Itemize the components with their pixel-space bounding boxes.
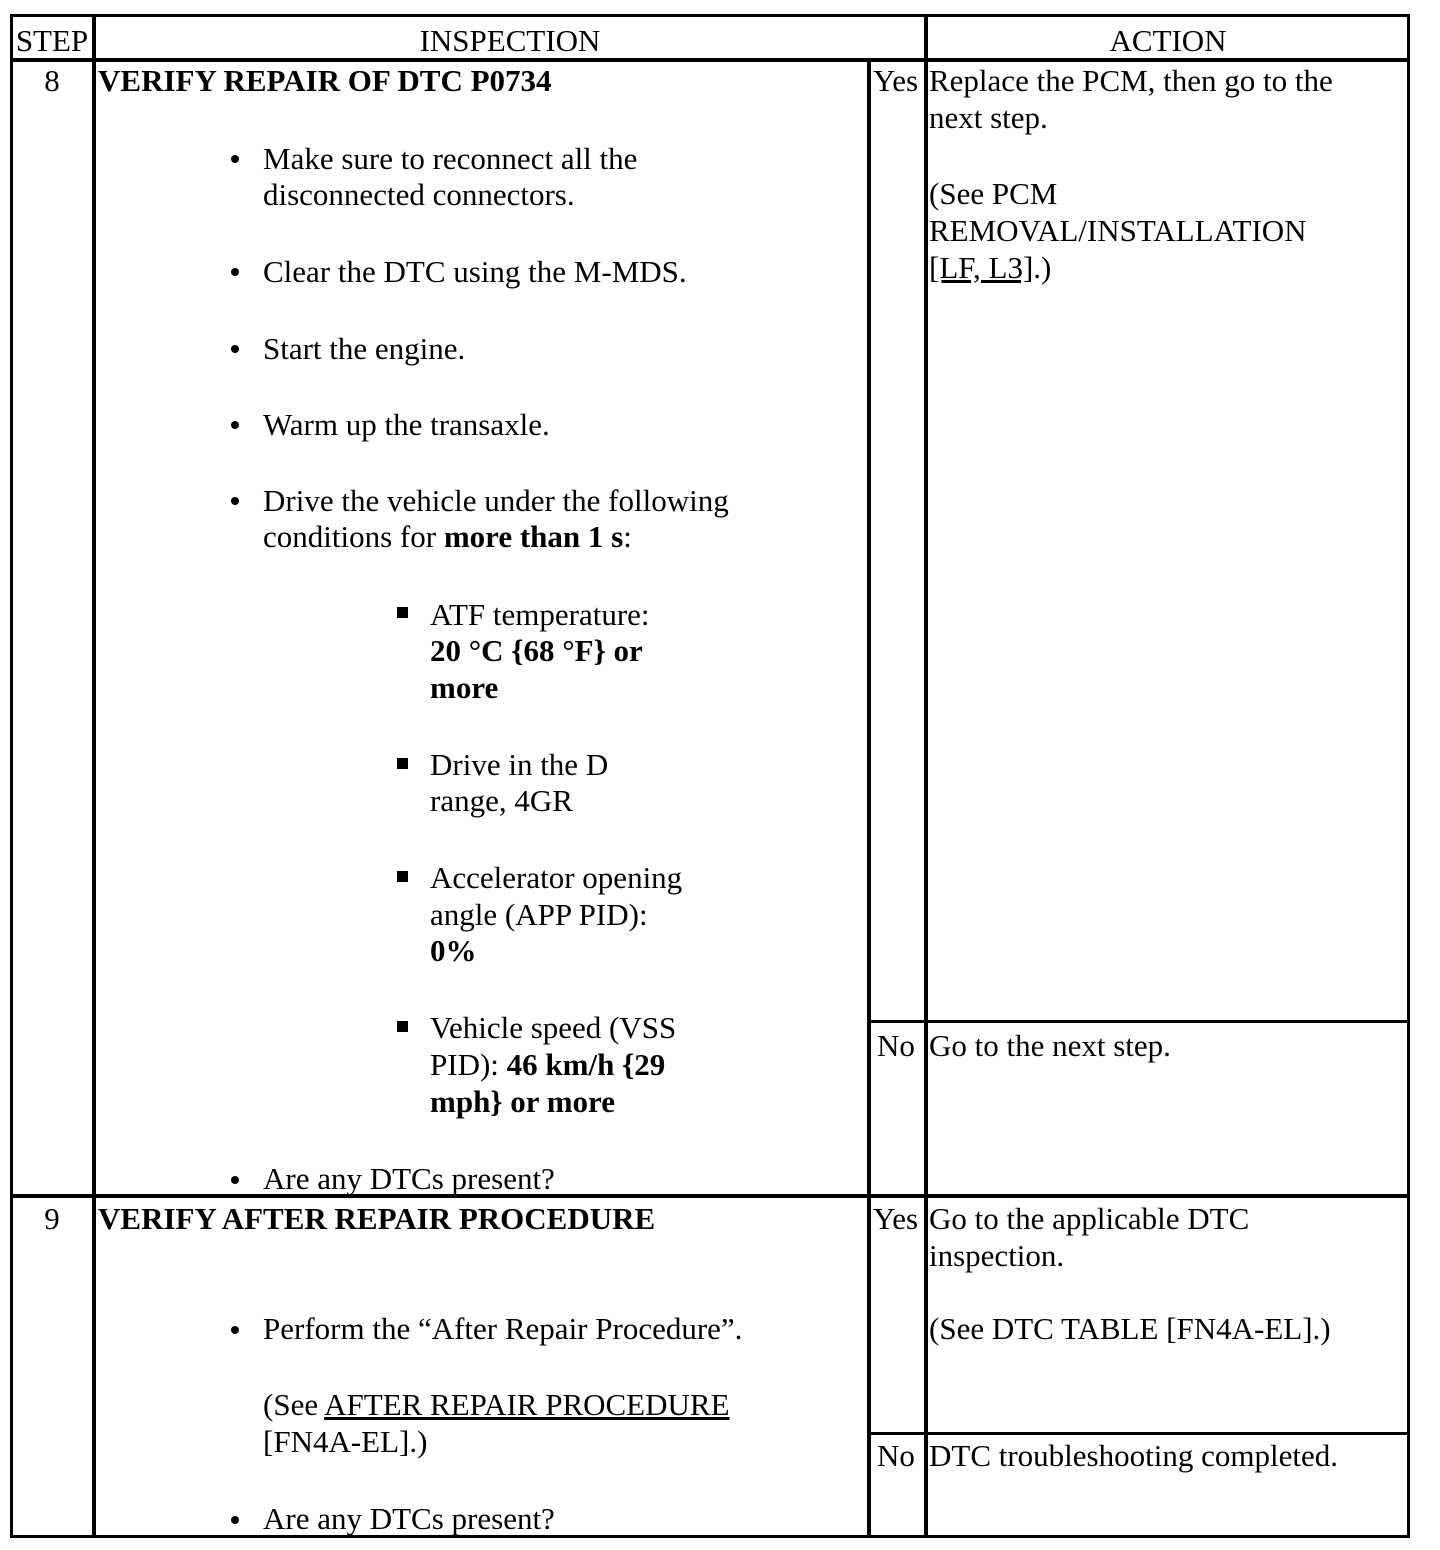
bullet-dot <box>231 1176 239 1184</box>
bullet-dot <box>231 497 239 505</box>
row-divider <box>10 1194 1410 1198</box>
no-label: No <box>877 1438 915 1473</box>
yes-label: Yes <box>873 1201 919 1236</box>
yes-action-text: REMOVAL/INSTALLATION <box>929 213 1307 248</box>
square-bullet <box>397 1021 408 1032</box>
question-text: Are any DTCs present? <box>263 1501 555 1536</box>
yes-action-text: Replace the PCM, then go to the <box>929 63 1333 98</box>
yes-action-text: (See DTC TABLE [FN4A-EL].) <box>929 1311 1331 1346</box>
yes-action-text: next step. <box>929 100 1048 135</box>
yes-label: Yes <box>873 63 919 98</box>
square-bullet <box>397 607 408 618</box>
bullet-dot <box>231 155 239 163</box>
bullet-dot <box>231 268 239 276</box>
see-reference: [FN4A-EL].) <box>263 1424 428 1459</box>
condition-text: PID): 46 km/h {29 <box>430 1047 666 1082</box>
condition-text: Accelerator opening <box>430 860 683 895</box>
square-bullet <box>397 871 408 882</box>
no-label: No <box>877 1028 915 1063</box>
bullet-dot <box>231 1326 239 1334</box>
bullet-dot <box>231 1516 239 1524</box>
after-repair-link[interactable]: AFTER REPAIR PROCEDURE <box>324 1387 730 1422</box>
action-column-divider <box>924 14 928 1538</box>
bullet-dot <box>231 345 239 353</box>
step-title: VERIFY AFTER REPAIR PROCEDURE <box>98 1201 656 1236</box>
condition-value: more <box>430 670 499 705</box>
bullet-dot <box>231 421 239 429</box>
header-action: ACTION <box>1109 23 1227 58</box>
bullet-text: Make sure to reconnect all the <box>263 141 638 176</box>
yes-action-text: Go to the applicable DTC <box>929 1201 1250 1236</box>
yes-no-column-divider <box>867 60 871 1538</box>
bullet-text: disconnected connectors. <box>263 177 575 212</box>
pcm-removal-link[interactable]: [LF, L3] <box>929 250 1034 285</box>
question-text: Are any DTCs present? <box>263 1161 555 1196</box>
condition-value: 0% <box>430 933 477 968</box>
condition-value: 20 °C {68 °F} or <box>430 633 643 668</box>
condition-text: range, 4GR <box>430 783 573 818</box>
bullet-text: Drive the vehicle under the following <box>263 483 729 518</box>
bullet-text: Perform the “After Repair Procedure”. <box>263 1311 743 1346</box>
bullet-text: Start the engine. <box>263 331 466 366</box>
step-title: VERIFY REPAIR OF DTC P0734 <box>98 63 552 98</box>
header-step: STEP <box>15 23 89 58</box>
condition-text: ATF temperature: <box>430 597 650 632</box>
row9-yes-no-divider <box>868 1432 1410 1435</box>
step-column-divider <box>92 14 96 1538</box>
bullet-text: conditions for more than 1 s: <box>263 519 632 554</box>
no-action-text: DTC troubleshooting completed. <box>929 1438 1338 1473</box>
row8-yes-no-divider <box>868 1020 1410 1023</box>
yes-action-text: (See PCM <box>929 176 1058 211</box>
yes-action-text: inspection. <box>929 1238 1065 1273</box>
no-action-text: Go to the next step. <box>929 1028 1171 1063</box>
condition-text: Drive in the D <box>430 747 609 782</box>
yes-action-text: [LF, L3].) <box>929 250 1052 285</box>
condition-text: Vehicle speed (VSS <box>430 1010 677 1045</box>
step-number: 9 <box>44 1201 60 1236</box>
bullet-text: Warm up the transaxle. <box>263 407 550 442</box>
see-reference: (See AFTER REPAIR PROCEDURE <box>263 1387 730 1422</box>
condition-value: mph} or more <box>430 1084 616 1119</box>
header-inspection: INSPECTION <box>419 23 601 58</box>
square-bullet <box>397 758 408 769</box>
step-number: 8 <box>44 63 60 98</box>
bullet-text: Clear the DTC using the M-MDS. <box>263 254 687 289</box>
condition-text: angle (APP PID): <box>430 897 648 932</box>
